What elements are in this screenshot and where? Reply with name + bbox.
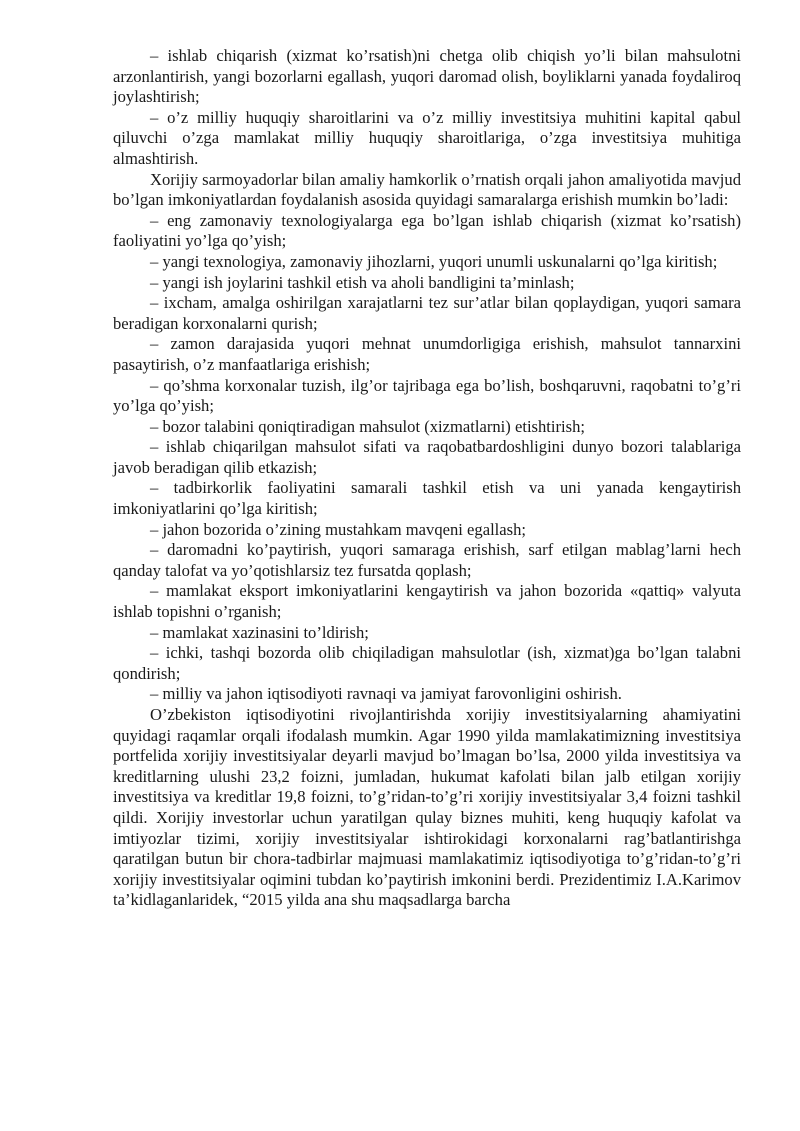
paragraph-12: – tadbirkorlik faoliyatini samarali tashkil etish va uni yanada kengaytirish imkoniyatlarini qo’lga kiritish;	[113, 478, 741, 519]
paragraph-6: – yangi ish joylarini tashkil etish va aholi bandligini ta’minlash;	[150, 272, 575, 292]
paragraph-8: – zamon darajasida yuqori mehnat unumdorligiga erishish, mahsulot tannarxini pasaytirish, o’z manfaatlariga erishish;	[113, 334, 741, 374]
paragraph-3: Xorijiy sarmoyadorlar bilan amaliy hamkorlik o’rnatish orqali jahon amaliyotida mavjud bo’lgan imkoniyatlardan foydalanish asosida quyidagi samaralarga erishish mumkin bo’ladi:	[113, 169, 741, 210]
paragraph-4: – eng zamonaviy texnologiyalarga ega bo’lgan ishlab chiqarish (xizmat ko’rsatish) faoliyatini yo’lga qo’yish;	[113, 210, 741, 251]
paragraph-1: – ishlab chiqarish (xizmat ko’rsatish)ni chetga olib chiqish yo’li bilan mahsulotni arzonlantirish, yangi bozorlarni egallash, yuqori daromad olish, boyliklarni yanada foydaliroq joylashtirish;	[113, 46, 741, 107]
document-page	[113, 46, 741, 911]
paragraph-14: – daromadni ko’paytirish, yuqori samaraga erishish, sarf etilgan mablag’larni hech qanday talofat va yo’qotishlarsiz tez fursatda qoplash;	[113, 540, 741, 580]
paragraph-17: – ichki, tashqi bozorda olib chiqiladigan mahsulotlar (ish, xizmat)ga bo’lgan talabni qondirish;	[113, 643, 741, 683]
paragraph-9: – qo’shma korxonalar tuzish, ilg’or tajribaga ega bo’lish, boshqaruvni, raqobatni to’g’ri yo’lga qo’yish;	[113, 375, 741, 416]
paragraph-5: – yangi texnologiya, zamonaviy jihozlarni, yuqori unumli uskunalarni qo’lga kiritish;	[150, 251, 718, 271]
paragraph-16: – mamlakat xazinasini to’ldirish;	[150, 622, 369, 642]
paragraph-13: – jahon bozorida o’zining mustahkam mavqeni egallash;	[150, 519, 527, 539]
paragraph-18: – milliy va jahon iqtisodiyoti ravnaqi va jamiyat farovonligini oshirish.	[150, 684, 622, 704]
paragraph-11: – ishlab chiqarilgan mahsulot sifati va raqobatbardoshligini dunyo bozori talablariga javob beradigan qilib etkazish;	[113, 437, 741, 477]
paragraph-10: – bozor talabini qoniqtiradigan mahsulot (xizmatlarni) etishtirish;	[150, 416, 586, 436]
paragraph-15: – mamlakat eksport imkoniyatlarini kengaytirish va jahon bozorida «qattiq» valyuta ishlab topishni o’rganish;	[113, 581, 741, 622]
paragraph-19: O’zbekiston iqtisodiyotini rivojlantirishda xorijiy investitsiyalarning ahamiyatini quyidagi raqamlar orqali ifodalash mumkin. Agar 1990 yilda mamlakatimizning investitsiya portfelida xorijiy investitsiyalar deyarli mavjud bo’lmagan bo’lsa, 2000 yilda investitsiya va kreditlarning ulushi 23,2 foizni, jumladan, hukumat kafolati bilan jalb etilgan xorijiy investitsiya va kreditlar 19,8 foizni, to’g’ridan-to’g’ri xorijiy investitsiyalar 3,4 foizni tashkil qildi. Xorijiy investorlar uchun yaratilgan qulay biznes muhiti, keng huquqiy kafolat va imtiyozlar tizimi, xorijiy investitsiyalar ishtirokidagi korxonalarni rag’batlantirishga qaratilgan butun bir chora-tadbirlar majmuasi mamlakatimiz iqtisodiyotiga to’g’ridan-to’g’ri xorijiy investitsiyalar oqimini tubdan ko’paytirish imkonini berdi. Prezidentimiz I.A.Karimov ta’kidlaganlaridek, “2015 yilda ana shu maqsadlarga barcha	[113, 705, 741, 910]
paragraph-2: – o’z milliy huquqiy sharoitlarini va o’z milliy investitsiya muhitini kapital qabul qiluvchi o’zga mamlakat milliy huquqiy sharoitlariga, o’zga investitsiya muhitiga almashtirish.	[113, 107, 741, 168]
paragraph-7: – ixcham, amalga oshirilgan xarajatlarni tez sur’atlar bilan qoplaydigan, yuqori samara beradigan korxonalarni qurish;	[113, 293, 741, 333]
